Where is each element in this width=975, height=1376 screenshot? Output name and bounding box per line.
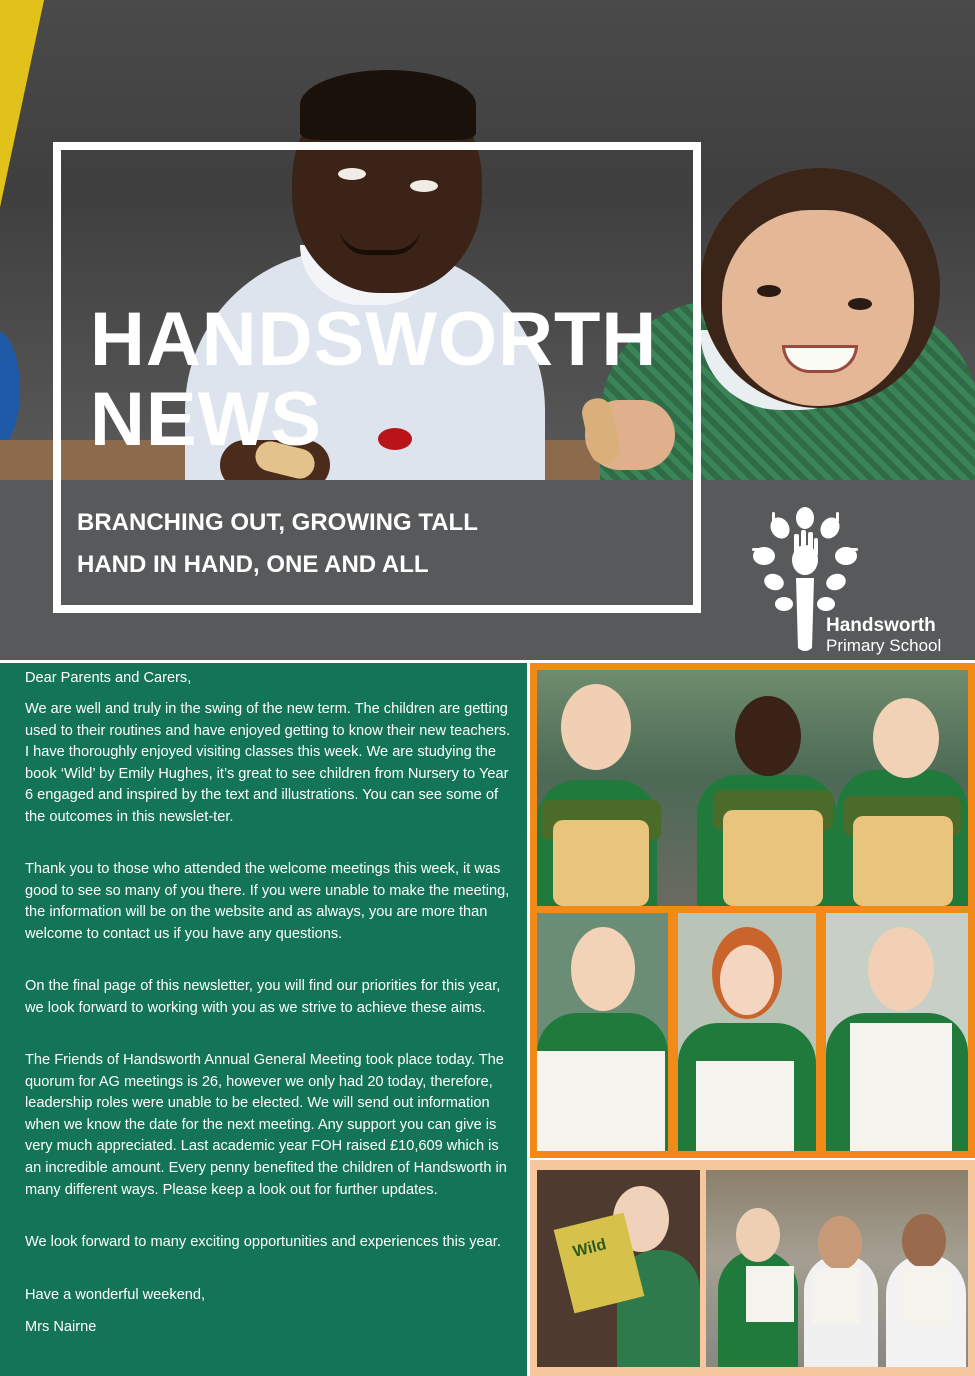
letter-closing: Have a wonderful weekend, (25, 1287, 206, 1303)
yellow-stripe (0, 0, 46, 243)
letter-signature: Mrs Nairne (25, 1319, 97, 1335)
blue-object (0, 330, 20, 450)
child-face (868, 927, 934, 1011)
letter-paragraph: The Friends of Handsworth Annual General Meeting took place today. The quorum for AG meetings is 26, however we only had 20 today, therefore, leadership roles were unable to be elected. We will send out information when we know the date for the next meeting. Any support you can give is very much appreciated. Last academic year FOH raised £10,609 which is an incredible amount. Every penny benefited the children of Handsworth in many different ways. Please keep a look out for further updates. (25, 1052, 507, 1198)
photo-reading-book (537, 1170, 700, 1367)
writing-paper (812, 1268, 860, 1324)
letter-paragraph: On the final page of this newsletter, you will find our priorities for this year, we look forward to working with you as we strive to achieve these aims. (25, 978, 501, 1016)
wild-mask (723, 810, 823, 906)
child-face (735, 696, 801, 776)
letter-greeting: Dear Parents and Carers, (25, 670, 192, 686)
writing-paper (746, 1266, 794, 1322)
title-line-1: HANDSWORTH (90, 297, 658, 382)
photo-child-writing-1 (537, 913, 668, 1151)
photo-child-writing-2 (678, 913, 816, 1151)
letter-paragraph: We look forward to many exciting opportunities and experiences this year. (25, 1234, 501, 1250)
girl-eye-right (848, 298, 872, 310)
logo-school-subtitle: Primary School (826, 636, 942, 655)
child-face (873, 698, 939, 778)
boy-eye-right (410, 180, 438, 192)
child-face (736, 1208, 780, 1262)
letter-paragraph: We are well and truly in the swing of the new term. The children are getting used to their routines and have enjoyed getting to know their new teachers. I have thoroughly enjoyed visiting classes this week. We are studying the book ‘Wild’ by Emily Hughes, it’s great to see children from Nursery to Year 6 engaged and inspired by the text and illustrations. You can see some of the outcomes in this newslet-ter. (25, 701, 511, 825)
title-line-2: NEWS (90, 377, 322, 462)
girl-eye-left (757, 285, 781, 297)
child-face (720, 945, 774, 1015)
child-face (561, 684, 631, 770)
boy-hair (300, 70, 476, 140)
writing-paper (900, 1266, 952, 1326)
child-face (818, 1216, 862, 1270)
wild-mask (553, 820, 649, 906)
writing-paper (696, 1061, 794, 1151)
letter-paragraph: Thank you to those who attended the welcome meetings this week, it was good to see so many of you there. If you were unable to make the meeting, the information will be on the website and as always, you are more than welcome to contact us if you have any questions. (25, 861, 510, 942)
wild-mask (853, 816, 953, 906)
writing-paper (537, 1051, 665, 1151)
book-title: Wild (571, 1236, 609, 1261)
writing-paper (850, 1023, 952, 1151)
logo-school-name: Handsworth (826, 615, 936, 636)
motto-line-1: BRANCHING OUT, GROWING TALL (77, 509, 478, 536)
photo-child-writing-3 (826, 913, 968, 1151)
boy-eye-left (338, 168, 366, 180)
child-face (571, 927, 635, 1011)
photo-wild-masks (537, 670, 968, 906)
child-face (902, 1214, 946, 1268)
headteacher-letter (0, 663, 527, 1376)
newsletter-title (90, 297, 658, 462)
motto-line-2: HAND IN HAND, ONE AND ALL (77, 551, 429, 578)
photo-playground-children (706, 1170, 968, 1367)
girl-face (722, 210, 914, 406)
